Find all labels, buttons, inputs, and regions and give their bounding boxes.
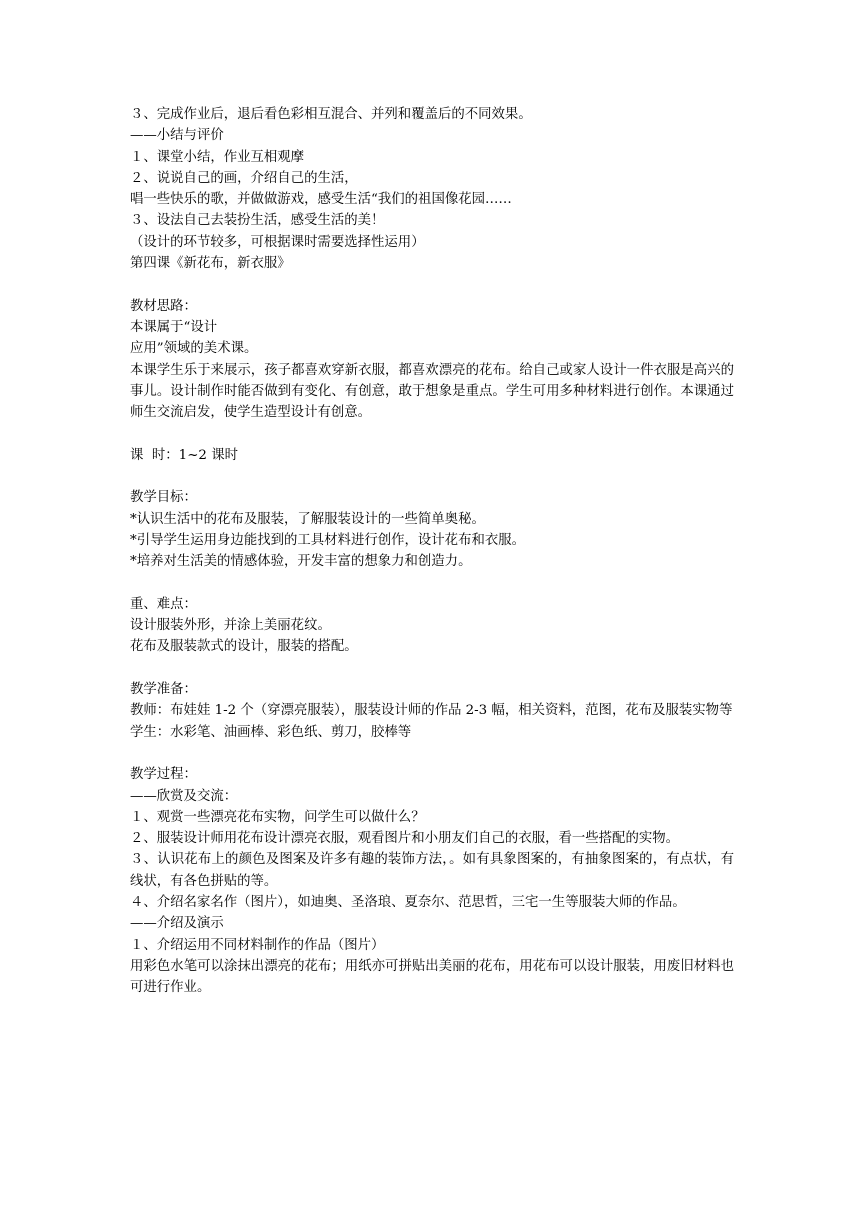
lesson-title: 第四课《新花布，新衣服》 xyxy=(130,256,291,272)
list-item: １、介绍运用不同材料制作的作品（图片） xyxy=(130,937,385,953)
paragraph: 本课学生乐于来展示，孩子都喜欢穿新衣服，都喜欢漂亮的花布。给自己或家人设计一件衣服是高兴的事儿。设计制作时能否做到有变化、有创意，敢于想象是重点。学生可用多种材料进行创作。本课通过师生交流启发，使学生造型设计有创意。 xyxy=(130,362,734,421)
list-item: １、观赏一些漂亮花布实物，问学生可以做什么？ xyxy=(130,809,425,825)
list-item: *认识生活中的花布及服装，了解服装设计的一些简单奥秘。 xyxy=(130,511,485,527)
blank-line xyxy=(130,274,734,295)
section-heading: ——介绍及演示 xyxy=(130,916,224,932)
paragraph: 教师：布娃娃 1-2 个（穿漂亮服装），服装设计师的作品 2-3 幅，相关资料，范图，花布及服装实物等 xyxy=(130,703,733,719)
list-item: ４、介绍名家名作（图片），如迪奥、圣洛琅、夏奈尔、范思哲，三宅一生等服装大师的作品。 xyxy=(130,894,686,910)
section-heading: 教学过程： xyxy=(130,767,197,783)
list-item: ２、服装设计师用花布设计漂亮衣服，观看图片和小朋友们自己的衣服，看一些搭配的实物。 xyxy=(130,831,680,847)
list-item: ３、认识花布上的颜色及图案及许多有趣的装饰方法，。如有具象图案的，有抽象图案的，有点状，有线状，有各色拼贴的等。 xyxy=(130,852,734,889)
section-heading: ——小结与评价 xyxy=(130,128,224,144)
text-line: 设计服装外形，并涂上美丽花纹。 xyxy=(130,618,331,634)
text-line: 学生：水彩笔、油画棒、彩色纸、剪刀，胶棒等 xyxy=(130,724,412,740)
text-line: 花布及服装款式的设计，服装的搭配。 xyxy=(130,639,358,655)
text-line: 应用”领域的美术课。 xyxy=(130,341,258,357)
blank-line xyxy=(130,423,734,444)
text-line: ３、完成作业后，退后看色彩相互混合、并列和覆盖后的不同效果。 xyxy=(130,107,532,122)
section-heading: 教学目标： xyxy=(130,490,197,506)
text-line: ２、说说自己的画，介绍自己的生活， xyxy=(130,170,358,186)
blank-line xyxy=(130,658,734,679)
paragraph: 用彩色水笔可以涂抹出漂亮的花布；用纸亦可拼贴出美丽的花布，用花布可以设计服装，用废旧材料也可进行作业。 xyxy=(130,958,734,996)
blank-line xyxy=(130,573,734,594)
section-heading: 重、难点： xyxy=(130,596,197,612)
section-heading: ——欣赏及交流： xyxy=(130,788,238,804)
document-page xyxy=(130,104,734,998)
blank-line xyxy=(130,743,734,764)
list-item: *引导学生运用身边能找到的工具材料进行创作，设计花布和衣服。 xyxy=(130,532,526,548)
blank-line xyxy=(130,466,734,487)
lesson-hours: 课 时：1~2 课时 xyxy=(130,447,238,463)
section-heading: 教材思路： xyxy=(130,298,197,314)
text-line: 唱一些快乐的歌，并做做游戏，感受生活“我们的祖国像花园…… xyxy=(130,192,512,208)
list-item: *培养对生活美的情感体验，开发丰富的想象力和创造力。 xyxy=(130,554,472,570)
text-line: （设计的环节较多，可根据课时需要选择性运用） xyxy=(130,234,425,250)
text-line: 本课属于“设计 xyxy=(130,319,218,335)
text-line: １、课堂小结，作业互相观摩 xyxy=(130,149,305,165)
section-heading: 教学准备： xyxy=(130,682,197,698)
text-line: ３、设法自己去装扮生活，感受生活的美！ xyxy=(130,213,385,229)
